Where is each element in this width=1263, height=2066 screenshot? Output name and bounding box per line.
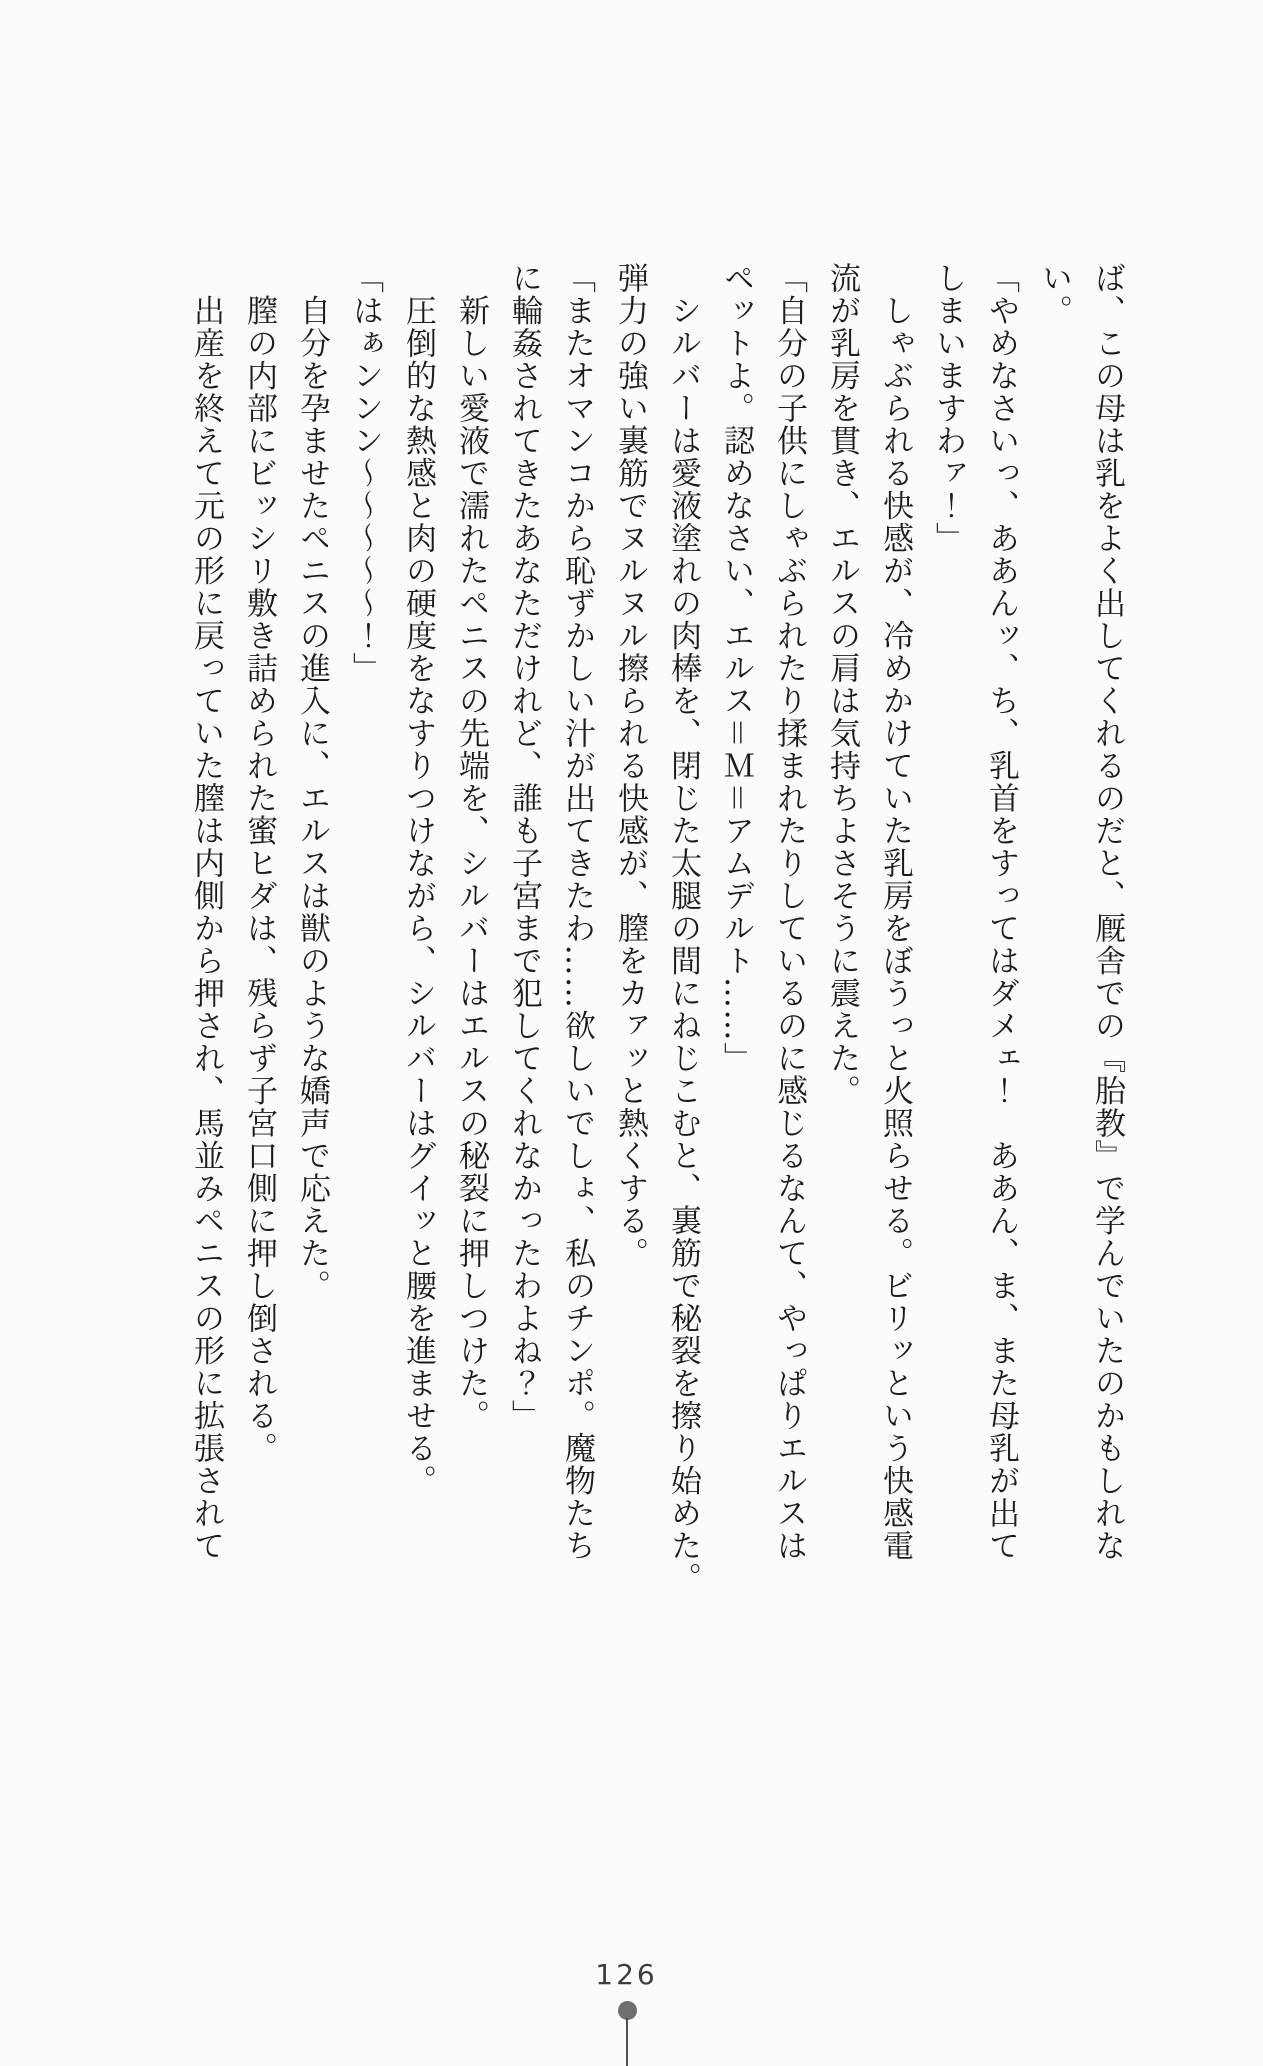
text-column: い。 [1036, 262, 1072, 327]
vertical-text-block [179, 262, 1133, 1595]
text-column: 圧倒的な熱感と肉の硬度をなすりつけながら、シルバーはグイッと腰を進ませる。 [400, 262, 436, 1497]
text-column: 「自分の子供にしゃぶられたり揉まれたりしているのに感じるなんて、やっぱりエルスは [771, 262, 807, 1562]
text-column: 自分を孕ませたペニスの進入に、エルスは獣のような嬌声で応えた。 [294, 262, 330, 1302]
text-column: 「はぁンンン～～～～～！」 [347, 262, 383, 685]
text-column: 流が乳房を貫き、エルスの肩は気持ちよさそうに震えた。 [824, 262, 860, 1107]
text-column: 「またオマンコから恥ずかしい汁が出てきたわ……欲しいでしょ、私のチンポ。魔物たち [559, 262, 595, 1562]
text-column: ペットよ。認めなさい、エルス＝Ｍ＝アムデルト……」 [718, 262, 754, 1075]
text-column: に輪姦されてきたあなただけれど、誰も子宮まで犯してくれなかったわよね？」 [506, 262, 542, 1432]
text-column: しゃぶられる快感が、冷めかけていた乳房をぼうっと火照らせる。ビリッという快感電 [877, 262, 913, 1562]
page-number: 126 [595, 1958, 658, 1991]
text-column: しまいますわァ！」 [930, 262, 966, 555]
text-column: 弾力の強い裏筋でヌルヌル擦られる快感が、膣をカァッと熱くする。 [612, 262, 648, 1270]
text-column: 膣の内部にビッシリ敷き詰められた蜜ヒダは、残らず子宮口側に押し倒される。 [241, 262, 277, 1465]
text-column: 「やめなさいっ、ああんッ、ち、乳首をすってはダメェ！ ああん、ま、また母乳が出て [983, 262, 1019, 1562]
footer-line-ornament [626, 2018, 628, 2066]
text-column: 新しい愛液で濡れたペニスの先端を、シルバーはエルスの秘裂に押しつけた。 [453, 262, 489, 1432]
text-column: 出産を終えて元の形に戻っていた膣は内側から押され、馬並みペニスの形に拡張されて [188, 262, 224, 1562]
text-column: シルバーは愛液塗れの肉棒を、閉じた太腿の間にねじこむと、裏筋で秘裂を擦り始めた。 [665, 262, 701, 1595]
text-column: ば、この母は乳をよく出してくれるのだと、厩舎での『胎教』で学んでいたのかもしれな [1089, 262, 1125, 1562]
